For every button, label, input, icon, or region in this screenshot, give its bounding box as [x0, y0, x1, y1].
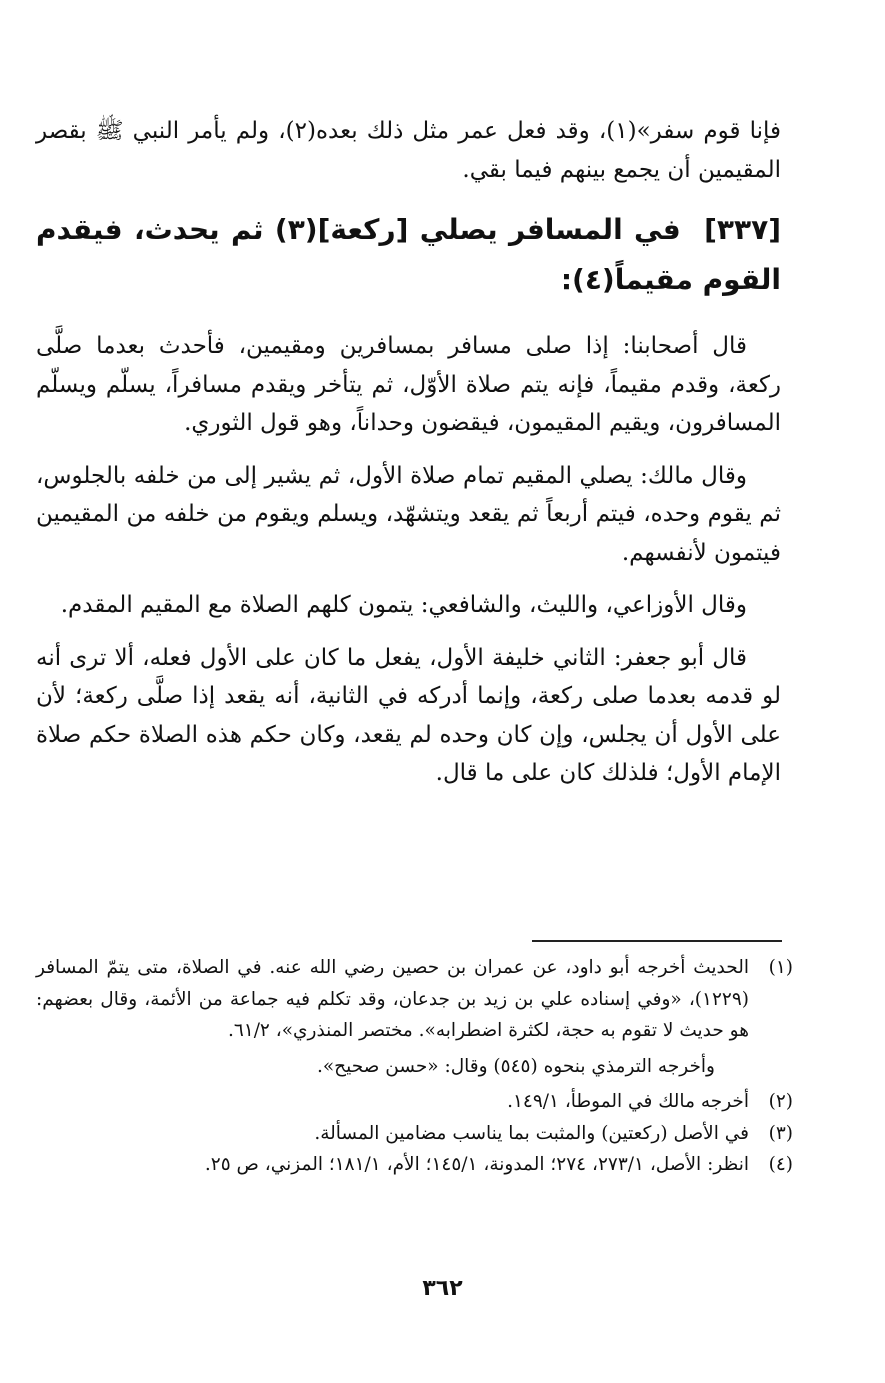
footnote-text: انظر: الأصل، ٢٧٣/١، ٢٧٤؛ المدونة، ١٤٥/١؛ الأم، ١٨١/١؛ المزني، ص ٢٥. — [204, 1154, 749, 1175]
footnote-item — [36, 1118, 793, 1150]
footnote-divider — [532, 940, 782, 942]
footnote-item — [36, 1086, 793, 1118]
footnote-text: أخرجه مالك في الموطأ، ١٤٩/١. — [507, 1091, 749, 1112]
intro-paragraph: فإنا قوم سفر»(١)، وقد فعل عمر مثل ذلك بعده(٢)، ولم يأمر النبي ﷺ بقصر المقيمين أن يجمع بينهم فيما بقي. — [36, 118, 782, 183]
footnote-item — [36, 1149, 793, 1181]
footnote-text: في الأصل (ركعتين) والمثبت بما يناسب مضامين المسألة. — [314, 1122, 749, 1144]
section-heading — [36, 205, 781, 305]
page-number: ٣٦٢ — [422, 1276, 463, 1301]
footnote-number: (٤) — [768, 1154, 793, 1175]
footnote-number: (١) — [768, 957, 793, 978]
footnote-number: (٣) — [768, 1122, 793, 1144]
paragraph-awzai: وقال الأوزاعي، والليث، والشافعي: يتمون كلهم الصلاة مع المقيم المقدم. — [60, 592, 747, 618]
paragraph-ashabuna: قال أصحابنا: إذا صلى مسافر بمسافرين ومقيمين، فأحدث بعدما صلَّى ركعة، وقدم مقيماً، فإنه يتم صلاة الأوّل، ثم يتأخر ويقدم مسافراً، يسلّم ويسلّم المسافرون، ويقيم المقيمون، فيقضون وحداناً، وهو قول الثوري. — [36, 333, 781, 436]
footnote-number: (٢) — [768, 1091, 793, 1112]
section-title: في المسافر يصلي [ركعة](٣) ثم يحدث، فيقدم القوم مقيماً(٤): — [36, 213, 781, 296]
footnote-item — [36, 952, 793, 1047]
page-body — [36, 112, 781, 807]
paragraph-malik: وقال مالك: يصلي المقيم تمام صلاة الأول، ثم يشير إلى من خلفه بالجلوس، ثم يقوم وحده، فيتم أربعاً ثم يقعد ويتشهّد، ويسلم ويقوم من خلفه من المقيمين فيتمون لأنفسهم. — [36, 462, 781, 566]
footnote-text: الحديث أخرجه أبو داود، عن عمران بن حصين رضي الله عنه. في الصلاة، متى يتمّ المسافر (١٢٢٩)، «وفي إسناده علي بن زيد بن جدعان، وقد تكلم فيه جماعة من الأئمة، وقال بعضهم: هو حديث لا تقوم به حجة، لكثرة اضطرابه». مختصر المنذري»، ٦١/٢. — [36, 957, 749, 1041]
footnote-extra: وأخرجه الترمذي بنحوه (٥٤٥) وقال: «حسن صحيح». — [316, 1055, 715, 1077]
section-number: [٣٣٧] — [704, 213, 781, 246]
footnotes — [36, 952, 793, 1181]
paragraph-abu-jafar: قال أبو جعفر: الثاني خليفة الأول، يفعل ما كان على الأول فعله، ألا ترى أنه لو قدمه بعدما صلى ركعة، وإنما أدركه في الثانية، أنه يقعد إذا صلَّى ركعة؛ لأن على الأول أن يجلس، وإن كان وحده لم يقعد، وكان حكم هذه الصلاة حكم صلاة الإمام الأول؛ فلذلك كان على ما قال. — [36, 644, 781, 786]
